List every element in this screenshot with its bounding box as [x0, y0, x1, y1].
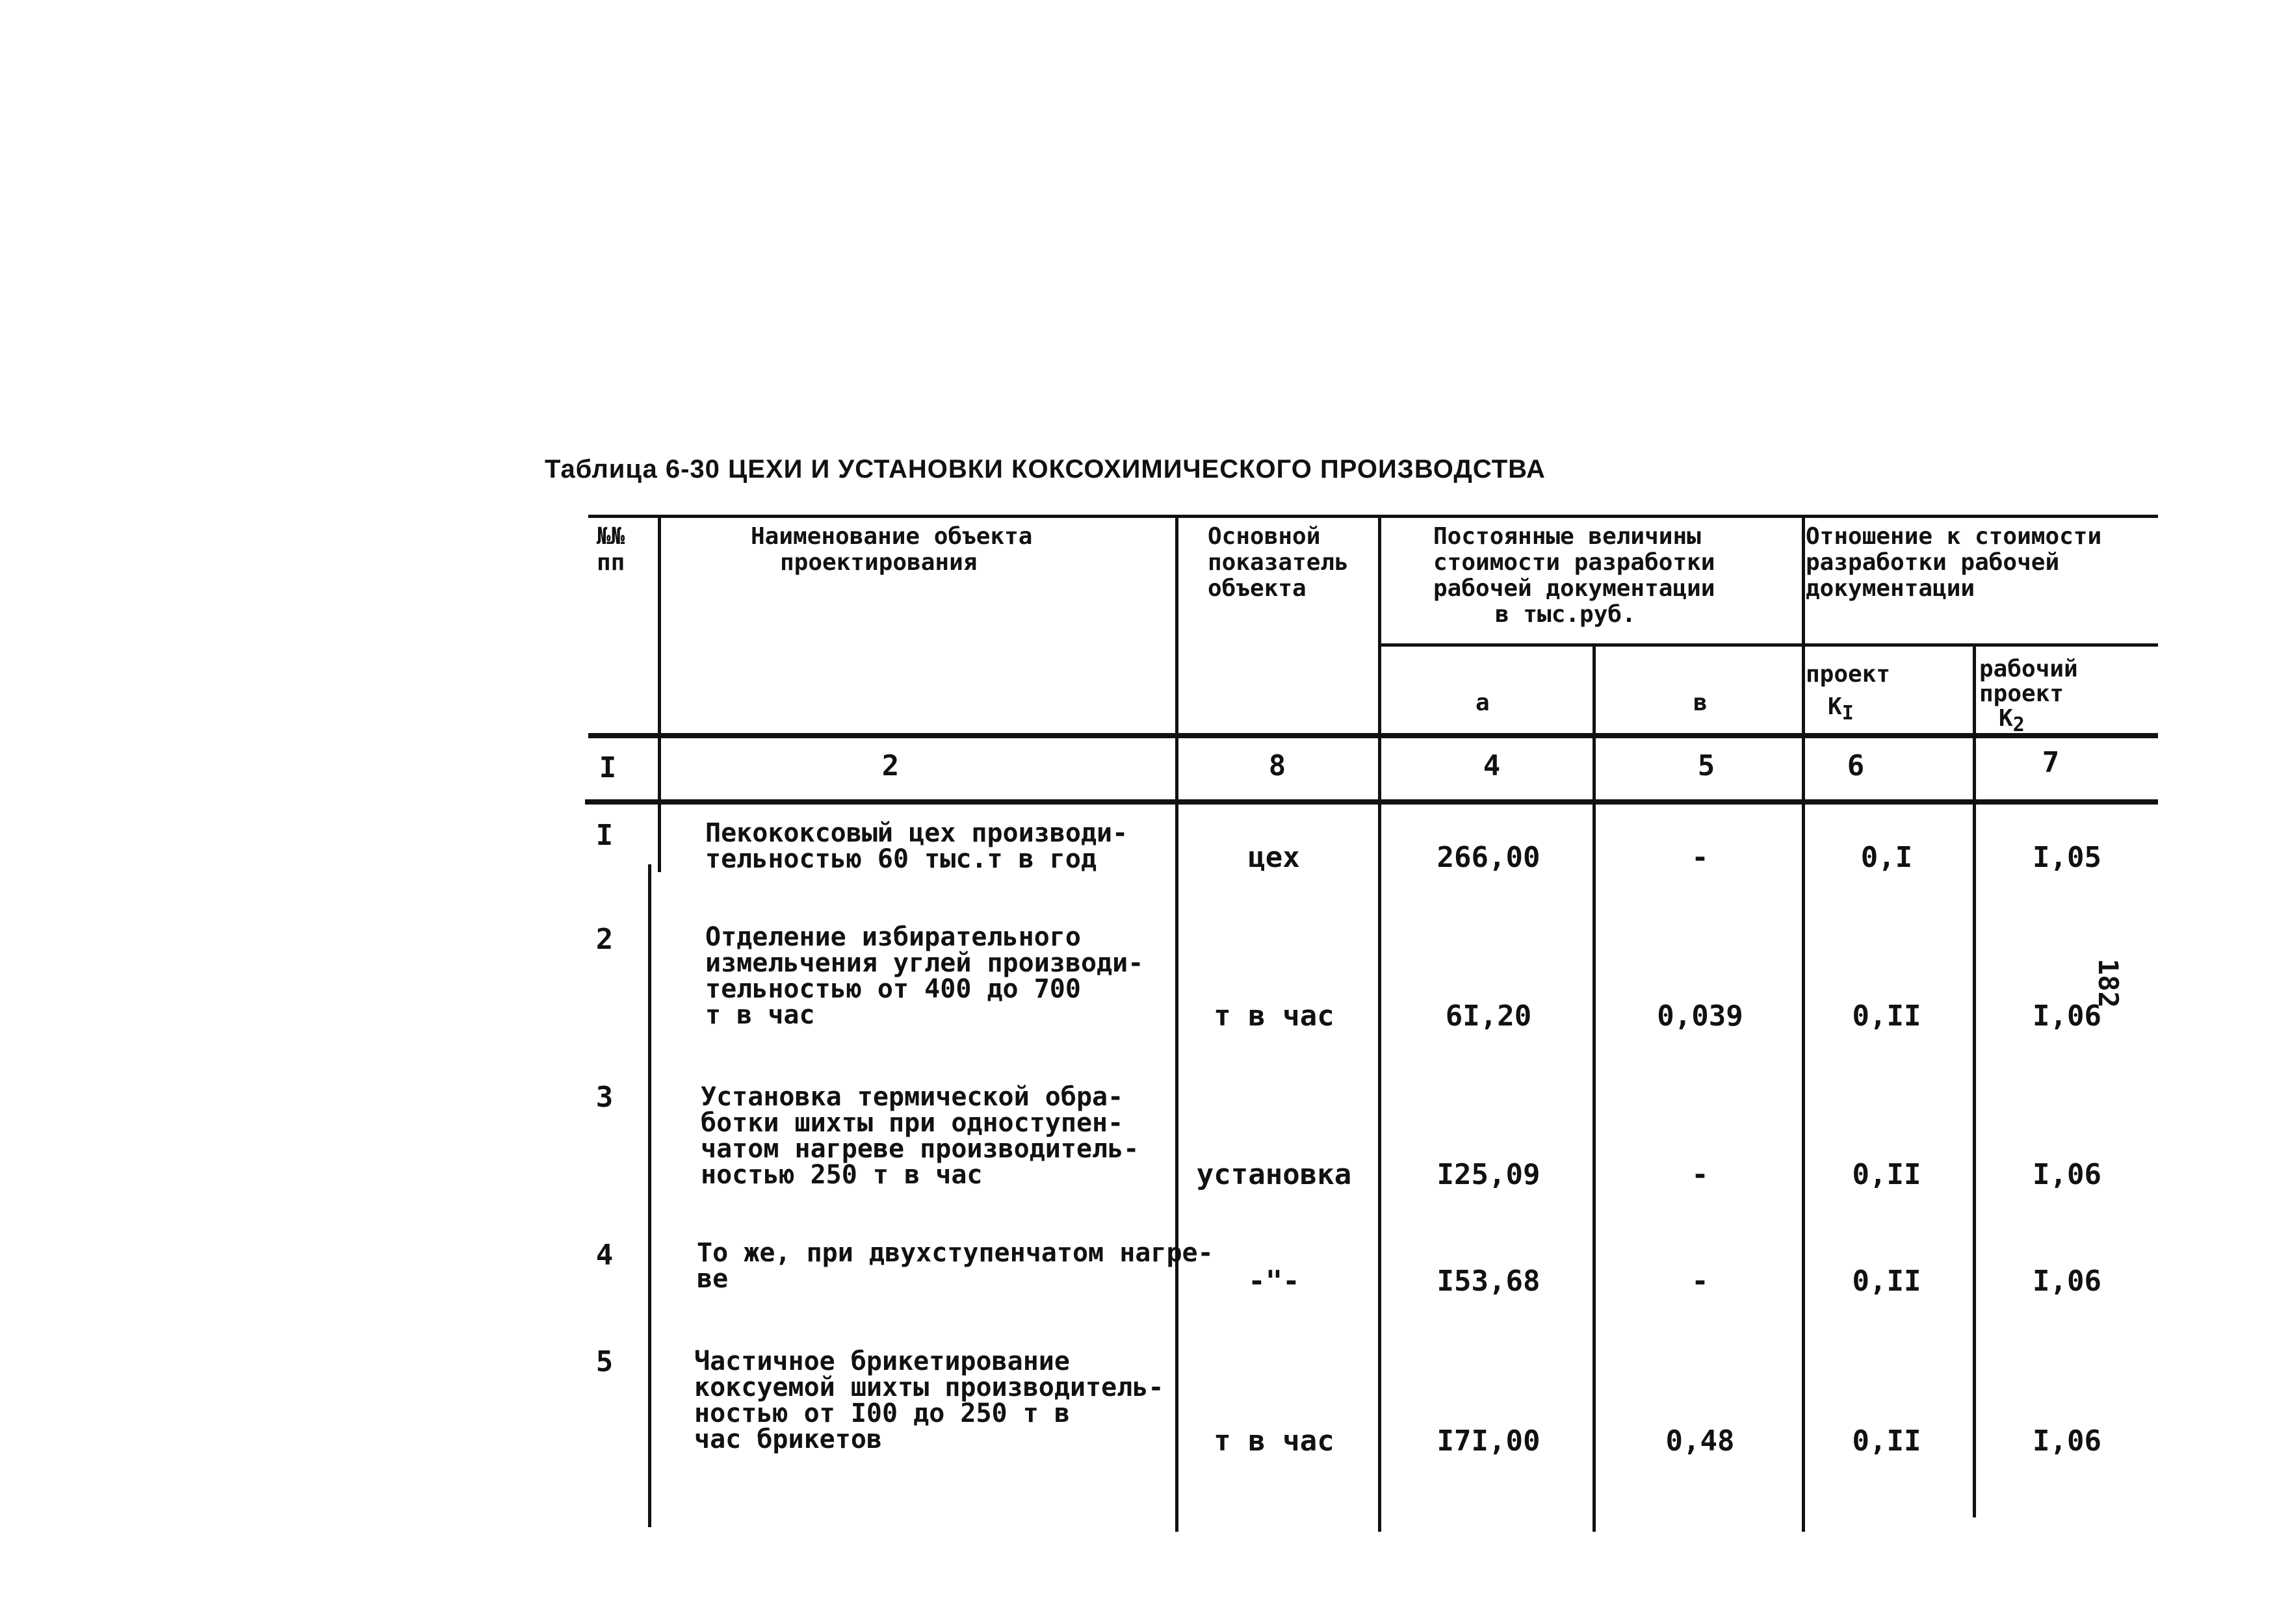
group-subheader-divider [1378, 643, 2158, 647]
col-divider-4 [1592, 643, 1596, 1532]
row-value-b: 0,48 [1665, 1424, 1735, 1458]
subheader-k1-letter: К [1828, 693, 1842, 720]
row-name-line: тельностью от 400 до 700 [705, 974, 1081, 1004]
row-name-line: ботки шихты при одноступен- [701, 1108, 1124, 1138]
row-value-b: - [1691, 841, 1709, 874]
row-value-k1: 0,I [1860, 841, 1913, 874]
row-name-line: измельчения углей производи- [705, 948, 1144, 978]
row-value-a: 266,00 [1436, 841, 1540, 874]
row-value-a: I53,68 [1436, 1265, 1540, 1298]
subheader-k2-line2: проект [1979, 680, 2064, 707]
row-indicator: цех [1248, 841, 1300, 874]
row-name-line: Установка термической обра- [701, 1082, 1124, 1112]
header-indicator-line1: Основной [1208, 523, 1321, 550]
header-name-line2: проектирования [780, 549, 978, 576]
row-name-line: ностью от I00 до 250 т в [694, 1398, 1070, 1428]
row-name-line: т в час [705, 1000, 815, 1030]
subheader-b: в [1693, 690, 1708, 716]
row-name-line: Отделение избирательного [705, 922, 1081, 952]
row-indicator: -"- [1248, 1265, 1300, 1298]
row-value-b: 0,039 [1657, 999, 1743, 1033]
subheader-a: а [1476, 690, 1490, 716]
header-group1-line1: Постоянные величины [1433, 523, 1701, 550]
header-num-line1: №№ [597, 523, 625, 550]
row-value-a: I7I,00 [1436, 1424, 1540, 1458]
column-number-2: 2 [881, 749, 900, 782]
header-group1-line3: рабочей документации [1433, 575, 1715, 602]
col-divider-1 [658, 515, 661, 872]
table-top-border [588, 515, 2158, 518]
header-indicator-line3: объекта [1208, 575, 1306, 602]
col-divider-5 [1802, 515, 1805, 1532]
column-number-7: 7 [2042, 746, 2060, 779]
page-number: 182 [2092, 959, 2124, 1008]
col-divider-3 [1378, 515, 1381, 1532]
subheader-k2-line1: рабочий [1979, 656, 2078, 682]
row-name-line: чатом нагреве производитель- [701, 1134, 1139, 1164]
header-group2-line1: Отношение к стоимости [1806, 523, 2102, 550]
row-value-a: I25,09 [1436, 1158, 1540, 1191]
header-group2-line3: документации [1806, 575, 1975, 602]
row-indicator: установка [1196, 1158, 1352, 1191]
subheader-k2-letter: К [1999, 705, 2013, 732]
header-name-line1: Наименование объекта [751, 523, 1033, 550]
header-num-line2: пп [597, 549, 625, 576]
row-number: 5 [595, 1345, 614, 1378]
row-name-line: То же, при двухступенчатом нагре- [697, 1238, 1214, 1268]
row-value-k1: 0,II [1852, 999, 1921, 1033]
row-number: 3 [595, 1081, 614, 1114]
row-number: 2 [595, 923, 614, 956]
col-divider-1-body [648, 864, 651, 1527]
row-value-b: - [1691, 1158, 1709, 1191]
row-indicator: т в час [1214, 999, 1334, 1033]
col-divider-6 [1973, 643, 1976, 1517]
row-value-a: 6I,20 [1445, 999, 1532, 1033]
row-name-line: час брикетов [694, 1424, 882, 1454]
subheader-k1-line1: проект [1806, 661, 1891, 688]
column-numbers-bottom-border [585, 799, 2158, 805]
column-number-4: 4 [1483, 749, 1501, 782]
row-number: I [595, 819, 614, 852]
column-number-1: I [599, 751, 617, 784]
subheader-k2-index: 2 [2012, 714, 2025, 737]
row-value-k2: I,06 [2033, 1158, 2101, 1191]
row-value-k1: 0,II [1852, 1424, 1921, 1458]
subheader-k1-index: I [1841, 702, 1854, 725]
row-name-line: Частичное брикетирование [694, 1347, 1070, 1376]
row-indicator: т в час [1214, 1424, 1334, 1458]
row-name-line: Пекококсовый цех производи- [705, 818, 1128, 848]
header-indicator-line2: показатель [1208, 549, 1349, 576]
row-value-k1: 0,II [1852, 1265, 1921, 1298]
column-number-6: 6 [1847, 749, 1865, 782]
header-group2-line2: разработки рабочей [1806, 549, 2060, 576]
row-value-k2: I,05 [2033, 841, 2101, 874]
header-group1-line2: стоимости разработки [1433, 549, 1715, 576]
row-name-line: коксуемой шихты производитель- [694, 1373, 1164, 1402]
row-name-line: тельностью 60 тыс.т в год [705, 844, 1097, 874]
row-name-line: ностью 250 т в час [701, 1160, 983, 1190]
row-name-line: ве [697, 1264, 729, 1294]
row-value-k2: I,06 [2033, 1424, 2101, 1458]
col-divider-2 [1175, 515, 1178, 1532]
column-number-5: 5 [1697, 749, 1715, 782]
row-value-k1: 0,II [1852, 1158, 1921, 1191]
table-caption: Таблица 6-30 ЦЕХИ И УСТАНОВКИ КОКСОХИМИЧЕСКОГО ПРОИЗВОДСТВА [545, 455, 1546, 483]
header-group1-line4: в тыс.руб. [1495, 601, 1636, 628]
subheader-k2-line3 [1999, 706, 2025, 738]
row-number: 4 [595, 1239, 614, 1272]
column-number-3: 8 [1268, 749, 1286, 782]
row-value-k2: I,06 [2033, 999, 2101, 1033]
row-value-b: - [1691, 1265, 1709, 1298]
subheader-k1-line2 [1828, 694, 1854, 727]
row-value-k2: I,06 [2033, 1265, 2101, 1298]
header-bottom-border [588, 733, 2158, 738]
